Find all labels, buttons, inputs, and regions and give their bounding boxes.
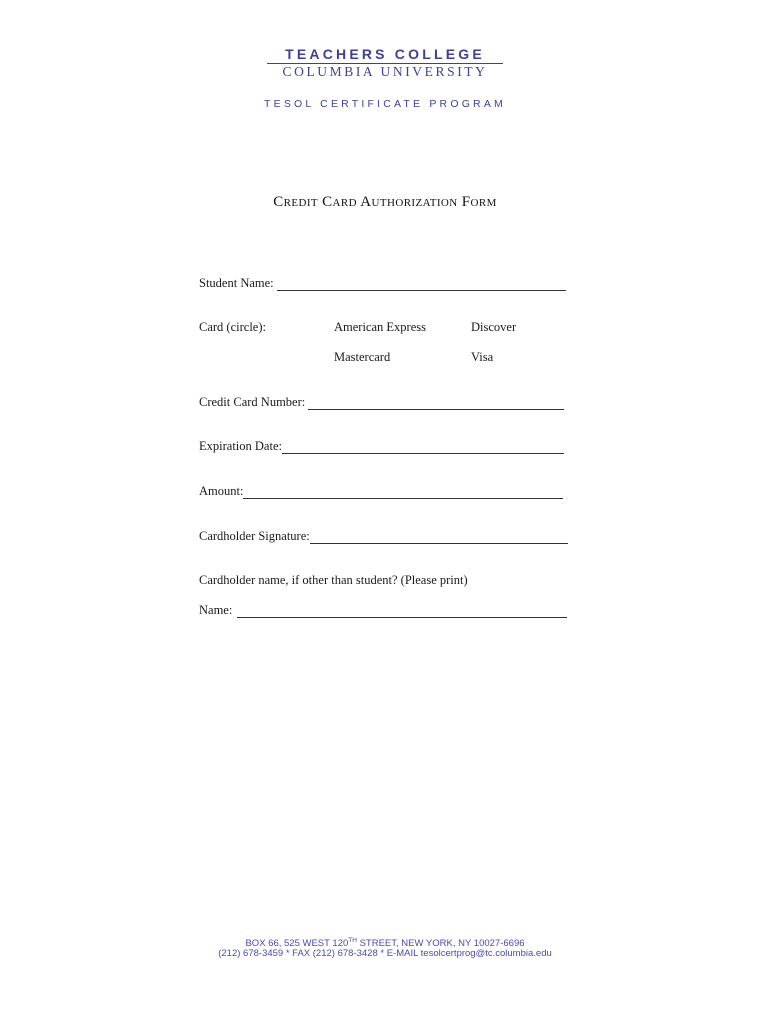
student-name-field: [199, 276, 566, 291]
card-option-visa[interactable]: Visa: [471, 350, 494, 364]
student-name-label: Student Name:: [199, 276, 274, 290]
footer-contact: (212) 678-3459 * FAX (212) 678-3428 * E-MAIL tesolcertprog@tc.columbia.edu: [218, 948, 552, 959]
expiration-input-line[interactable]: [282, 441, 564, 454]
signature-label: Cardholder Signature:: [199, 529, 310, 543]
card-option-american-express[interactable]: American Express: [334, 320, 426, 334]
cardholder-name-label: Name:: [199, 603, 233, 617]
other-cardholder-prompt: Cardholder name, if other than student? (Please print): [199, 573, 468, 587]
university-name: COLUMBIA UNIVERSITY: [282, 64, 488, 79]
student-name-input-line[interactable]: [277, 278, 566, 291]
card-option-discover[interactable]: Discover: [471, 320, 517, 334]
footer-address-suffix: STREET, NEW YORK, NY 10027-6696: [356, 938, 525, 949]
card-number-label: Credit Card Number:: [199, 395, 306, 409]
cardholder-name-input-line[interactable]: [237, 605, 567, 618]
signature-input-line[interactable]: [310, 531, 568, 544]
card-label: Card (circle):: [199, 320, 266, 334]
amount-field: [199, 484, 563, 499]
signature-field: [199, 529, 568, 544]
form-title: Credit Card Authorization Form: [273, 194, 497, 210]
footer-address-sup: TH: [348, 937, 357, 944]
college-name: TEACHERS COLLEGE: [285, 46, 485, 62]
card-number-field: [199, 395, 564, 410]
program-name: TESOL CERTIFICATE PROGRAM: [264, 98, 506, 110]
expiration-field: [199, 439, 564, 454]
cardholder-name-field: [199, 603, 567, 618]
footer-address-prefix: BOX 66, 525 WEST 120: [245, 938, 349, 949]
amount-label: Amount:: [199, 484, 244, 498]
amount-input-line[interactable]: [243, 486, 563, 499]
expiration-label: Expiration Date:: [199, 439, 282, 453]
card-number-input-line[interactable]: [308, 397, 564, 410]
card-option-mastercard[interactable]: Mastercard: [334, 350, 391, 364]
